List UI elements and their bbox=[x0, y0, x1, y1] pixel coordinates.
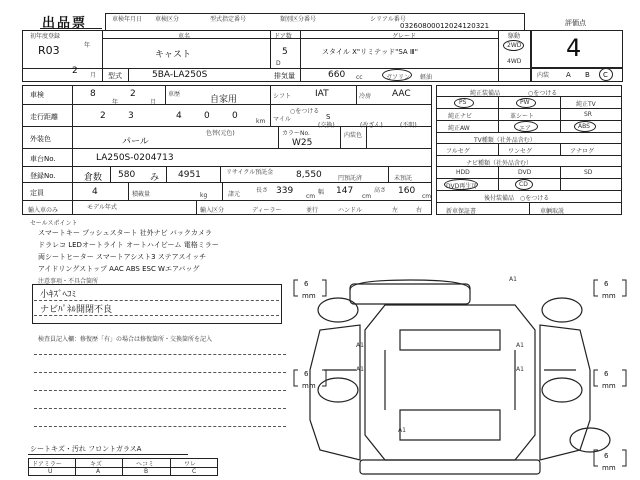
tread-spare-unit: mm bbox=[602, 464, 616, 472]
doors-unit: D bbox=[276, 60, 281, 67]
row-divider bbox=[22, 68, 531, 69]
dash-line bbox=[34, 300, 279, 301]
height-label: 高さ bbox=[374, 187, 387, 194]
first-reg-label: 初年度登録 bbox=[30, 33, 61, 40]
tread-rr: 6 bbox=[604, 370, 609, 378]
handle-left: 左 bbox=[392, 207, 399, 214]
navi-cd: CD bbox=[519, 181, 528, 188]
mile-option-exchanged: (交換) bbox=[318, 122, 335, 129]
top-view-outline bbox=[365, 305, 535, 460]
navi-hdd: HDD bbox=[456, 169, 470, 176]
color-no-label: カラーNo. bbox=[282, 130, 310, 137]
import-parallel: 並行 bbox=[306, 207, 319, 214]
right-side-outline bbox=[540, 325, 590, 460]
col-divider bbox=[110, 166, 111, 182]
reg-label: 登録No. bbox=[30, 172, 56, 180]
recycle-none: 未預託 bbox=[394, 175, 413, 182]
color-no: W25 bbox=[292, 138, 313, 148]
height-unit: cm bbox=[422, 193, 432, 200]
left-side-outline bbox=[310, 325, 360, 460]
tv-label: TV種類（社外品含む） bbox=[474, 137, 536, 144]
inspector-label: 検査員記入欄：修復歴「有」の場合は修復箇所・交換箇所を記入 bbox=[38, 336, 213, 343]
car-name: キャスト bbox=[155, 50, 192, 60]
score: 4 bbox=[566, 34, 582, 62]
wheel-rl bbox=[318, 378, 358, 402]
reg-kana: み bbox=[150, 173, 160, 183]
ac: AAC bbox=[392, 89, 411, 99]
ac-label: 冷房 bbox=[359, 93, 372, 100]
notice-2: ナビﾊﾟﾈﾙ開閉不良 bbox=[40, 305, 113, 315]
dash-line bbox=[34, 390, 286, 391]
mileage-digit-5: 0 bbox=[232, 111, 238, 121]
sales-label: セールスポイント bbox=[30, 220, 78, 227]
row-divider bbox=[436, 155, 622, 156]
tread-rl: 6 bbox=[304, 370, 309, 378]
equip-sr: SR bbox=[584, 111, 592, 118]
col-divider bbox=[560, 166, 561, 190]
col-divider bbox=[128, 68, 129, 82]
legend-v-crack: C bbox=[192, 468, 197, 475]
width: 147 bbox=[336, 186, 354, 196]
navi-label: ナビ種類（社外品含む） bbox=[466, 160, 533, 167]
tread-fl-unit: mm bbox=[302, 292, 316, 300]
color-no-note: 色替(元色) bbox=[206, 130, 235, 137]
mileage-label: 走行距離 bbox=[30, 113, 58, 121]
dash-line bbox=[34, 315, 279, 316]
legend-h-dent: ヘコミ bbox=[136, 461, 155, 468]
tv-oneseg: ワンセグ bbox=[508, 148, 533, 155]
col-divider bbox=[165, 85, 166, 104]
doors: 5 bbox=[282, 47, 288, 57]
car-name-label: 車名 bbox=[178, 33, 191, 40]
import-label: 輸入車のみ bbox=[28, 207, 59, 214]
col-divider bbox=[270, 30, 271, 68]
col-divider bbox=[166, 166, 167, 182]
dims-label: 諸元 bbox=[228, 191, 241, 198]
dash-line bbox=[34, 354, 286, 355]
car-damage-diagram bbox=[290, 270, 630, 480]
month-unit: 月 bbox=[90, 72, 97, 79]
col-divider bbox=[270, 85, 271, 104]
chassis-label: 車台No. bbox=[30, 155, 56, 163]
shaken-label: 車検 bbox=[30, 91, 44, 99]
wheel-fl bbox=[318, 298, 358, 322]
handle-right: 右 bbox=[416, 207, 423, 214]
col-divider bbox=[72, 85, 73, 215]
damage-mark-6: A1 bbox=[398, 427, 406, 434]
navi-dvd-play: DVD再生可 bbox=[446, 183, 478, 190]
col-divider bbox=[560, 96, 561, 132]
shaken-year: 8 bbox=[90, 89, 96, 99]
first-reg-era: R03 bbox=[38, 44, 60, 57]
length-label: 長さ bbox=[256, 187, 269, 194]
length: 339 bbox=[276, 186, 294, 196]
mile-label: マイル bbox=[273, 116, 291, 123]
damage-mark-3: A1 bbox=[356, 366, 364, 373]
col-divider bbox=[529, 202, 530, 215]
first-reg-month: 2 bbox=[72, 66, 78, 76]
col-divider bbox=[356, 85, 357, 104]
mileage-digit-4: 0 bbox=[204, 111, 210, 121]
col-divider bbox=[366, 126, 367, 148]
wheel-spare bbox=[570, 428, 610, 452]
equip-abs: ABS bbox=[578, 123, 590, 130]
color: パール bbox=[122, 137, 149, 147]
col-divider bbox=[122, 458, 123, 476]
cc-unit: cc bbox=[356, 74, 363, 81]
equip-leather: 革シート bbox=[510, 113, 535, 120]
col-divider bbox=[170, 458, 171, 476]
legend-h-scratch: キズ bbox=[90, 461, 102, 468]
load-label: 積載量 bbox=[132, 191, 151, 198]
tread-spare: 6 bbox=[604, 452, 609, 460]
usage-label: 車歴 bbox=[168, 91, 181, 98]
new-car-warranty: 新車保証書 bbox=[446, 208, 477, 215]
tv-fullseg: フルセグ bbox=[446, 148, 470, 155]
model: 5BA-LA250S bbox=[152, 70, 208, 80]
dash-line bbox=[34, 408, 286, 409]
after-note: ○をつける bbox=[520, 195, 550, 202]
color-label: 外装色 bbox=[30, 135, 51, 143]
legend-h-crack: ワレ bbox=[184, 461, 197, 468]
equip-pw: PW bbox=[520, 99, 530, 106]
glass-note-underline bbox=[28, 454, 188, 455]
navi-dvd: DVD bbox=[518, 169, 532, 176]
tv-analog: アナログ bbox=[570, 148, 595, 155]
displacement-label: 排気量 bbox=[274, 72, 295, 80]
serial-number: 03260800012024120321 bbox=[400, 22, 490, 30]
grade-label: グレード bbox=[392, 33, 417, 40]
row-divider bbox=[103, 38, 498, 39]
manual: 車輌取説 bbox=[540, 208, 565, 215]
recycle: 8,550 bbox=[296, 170, 322, 180]
equip-tv: 純正TV bbox=[576, 101, 596, 108]
col-divider bbox=[560, 143, 561, 155]
mileage-digit-2: 3 bbox=[128, 111, 134, 121]
width-unit: cm bbox=[362, 193, 372, 200]
usage: 自家用 bbox=[210, 95, 238, 105]
col-divider bbox=[498, 166, 499, 190]
after-label: 後付装備品 bbox=[484, 195, 515, 202]
damage-mark-4: A1 bbox=[516, 342, 524, 349]
reg-num: 4951 bbox=[178, 170, 201, 180]
col-divider bbox=[498, 30, 499, 82]
notice-1: 小ｷｽﾞﾍｺﾐ bbox=[40, 290, 77, 300]
legend-v-dent: B bbox=[144, 468, 149, 475]
equip-ps: PS bbox=[459, 99, 467, 106]
equip-aw: 純正AW bbox=[448, 125, 470, 132]
tread-rl-unit: mm bbox=[302, 382, 316, 390]
equip-navi: 純正ナビ bbox=[448, 113, 473, 120]
drive-selected: 2WD bbox=[507, 42, 522, 49]
row-divider bbox=[22, 148, 432, 149]
handle-label: ハンドル bbox=[338, 207, 363, 214]
doors-label: ドア数 bbox=[274, 33, 292, 40]
recycle-unit: 円預託済 bbox=[338, 175, 363, 182]
model-year-label: モデル年式 bbox=[87, 204, 117, 211]
mile-option-s: S bbox=[326, 113, 331, 121]
mileage-digit-3: 4 bbox=[176, 111, 182, 121]
wheel-rr bbox=[542, 378, 582, 402]
notice-label: 注意事項・不具合箇所 bbox=[38, 278, 99, 285]
col-divider bbox=[222, 182, 223, 200]
damage-mark-1: A1 bbox=[509, 276, 517, 283]
shaken-month-unit: 月 bbox=[150, 99, 157, 106]
legend-v-scratch: A bbox=[96, 468, 101, 475]
sales-line-4: アイドリングストップ AAC ABS ESC Wエアバッグ bbox=[38, 265, 200, 273]
year-unit: 年 bbox=[84, 42, 91, 49]
tread-fr: 6 bbox=[604, 280, 609, 288]
mileage-digit-1: 2 bbox=[100, 111, 106, 121]
header-label-score: 評価点 bbox=[565, 19, 586, 27]
drive-other: 4WD bbox=[507, 58, 522, 65]
dash-line bbox=[34, 372, 286, 373]
row-divider bbox=[436, 108, 622, 109]
import-dealer: ディーラー bbox=[252, 207, 282, 214]
header-label-shaken: 車検年月日 bbox=[112, 16, 143, 23]
row-divider bbox=[436, 190, 622, 191]
front-view-outline bbox=[350, 280, 470, 290]
col-divider bbox=[388, 166, 389, 182]
length-unit: cm bbox=[306, 193, 316, 200]
tread-rr-unit: mm bbox=[602, 382, 616, 390]
mile-option-tampered: (改ざん) bbox=[360, 122, 383, 129]
equip-label: 純正装備品 bbox=[470, 90, 501, 97]
col-divider bbox=[270, 104, 271, 126]
km-unit: km bbox=[256, 118, 266, 125]
mile-note: ○をつける bbox=[290, 108, 320, 115]
col-divider bbox=[196, 200, 197, 215]
sales-line-2: ドラレコ LEDオートライト オートハイビーム 電格ミラー bbox=[38, 241, 219, 249]
col-divider bbox=[498, 96, 499, 132]
tread-fl: 6 bbox=[304, 280, 309, 288]
rear-bumper bbox=[360, 460, 540, 474]
interior-option-b: B bbox=[585, 71, 590, 79]
header-label-serial: シリアル番号 bbox=[370, 16, 406, 23]
legend-h-mirror: ドアミラー bbox=[32, 461, 62, 468]
grade: スタイル X"リミテッド"SA Ⅲ" bbox=[322, 48, 418, 56]
legend-v-mirror: U bbox=[48, 468, 53, 475]
title-underline bbox=[40, 28, 102, 29]
recycle-label: リサイクル預託金 bbox=[226, 169, 274, 176]
col-divider bbox=[128, 182, 129, 200]
drive-label: 駆動 bbox=[508, 33, 521, 40]
width-label: 幅 bbox=[318, 189, 325, 196]
fuel-other: 軽油 bbox=[420, 74, 433, 81]
load-unit: kg bbox=[200, 192, 208, 199]
row-divider bbox=[22, 200, 432, 201]
shaken-year-unit: 年 bbox=[112, 99, 119, 106]
reg-area: 倉数 bbox=[84, 173, 103, 183]
chassis: LA250S-0204713 bbox=[96, 153, 174, 163]
header-label-type-number: 型式指定番号 bbox=[210, 16, 247, 23]
col-divider bbox=[75, 458, 76, 476]
page-title: 出品票 bbox=[42, 16, 88, 31]
glass-note: シートキズ・汚れ フロントガラスA bbox=[30, 445, 142, 453]
col-divider bbox=[278, 126, 279, 148]
equip-air: エア bbox=[519, 125, 532, 132]
interior-option-c: C bbox=[603, 71, 608, 79]
height: 160 bbox=[398, 186, 416, 196]
shift-label: シフト bbox=[273, 93, 292, 100]
header-label-class-number: 類別区分番号 bbox=[280, 16, 317, 23]
sales-line-3: 両シートヒーター スマートアシスト3 ステアスイッチ bbox=[38, 253, 207, 261]
displacement: 660 bbox=[328, 70, 346, 80]
import-class-label: 輸入区分 bbox=[200, 207, 225, 214]
interior-option-a: A bbox=[566, 71, 571, 79]
col-divider bbox=[340, 126, 341, 148]
row-divider bbox=[436, 96, 622, 97]
capacity: 4 bbox=[92, 187, 98, 197]
tread-fr-unit: mm bbox=[602, 292, 616, 300]
mile-option-unknown: (不明) bbox=[400, 122, 417, 129]
sales-line-1: スマートキー プッシュスタート 社外ナビ バックカメラ bbox=[38, 229, 212, 237]
navi-sd: SD bbox=[584, 169, 593, 176]
fuel-selected: ガソリン bbox=[386, 74, 411, 81]
damage-mark-2: A1 bbox=[356, 342, 364, 349]
shaken-month: 2 bbox=[130, 89, 136, 99]
reg-class: 580 bbox=[118, 170, 136, 180]
wheel-fr bbox=[542, 298, 582, 322]
model-label: 型式 bbox=[108, 72, 122, 80]
header-label-shaken-class: 車検区分 bbox=[155, 16, 180, 23]
damage-mark-5: A1 bbox=[516, 366, 524, 373]
row-divider bbox=[436, 132, 622, 133]
col-divider bbox=[498, 143, 499, 155]
capacity-label: 定員 bbox=[30, 189, 44, 197]
equip-note: ○をつける bbox=[528, 90, 558, 97]
interior-label: 内装 bbox=[537, 72, 550, 79]
interior-color-label: 内装色 bbox=[344, 132, 363, 139]
shift: IAT bbox=[315, 89, 329, 99]
dash-line bbox=[34, 426, 286, 427]
col-divider bbox=[220, 166, 221, 182]
